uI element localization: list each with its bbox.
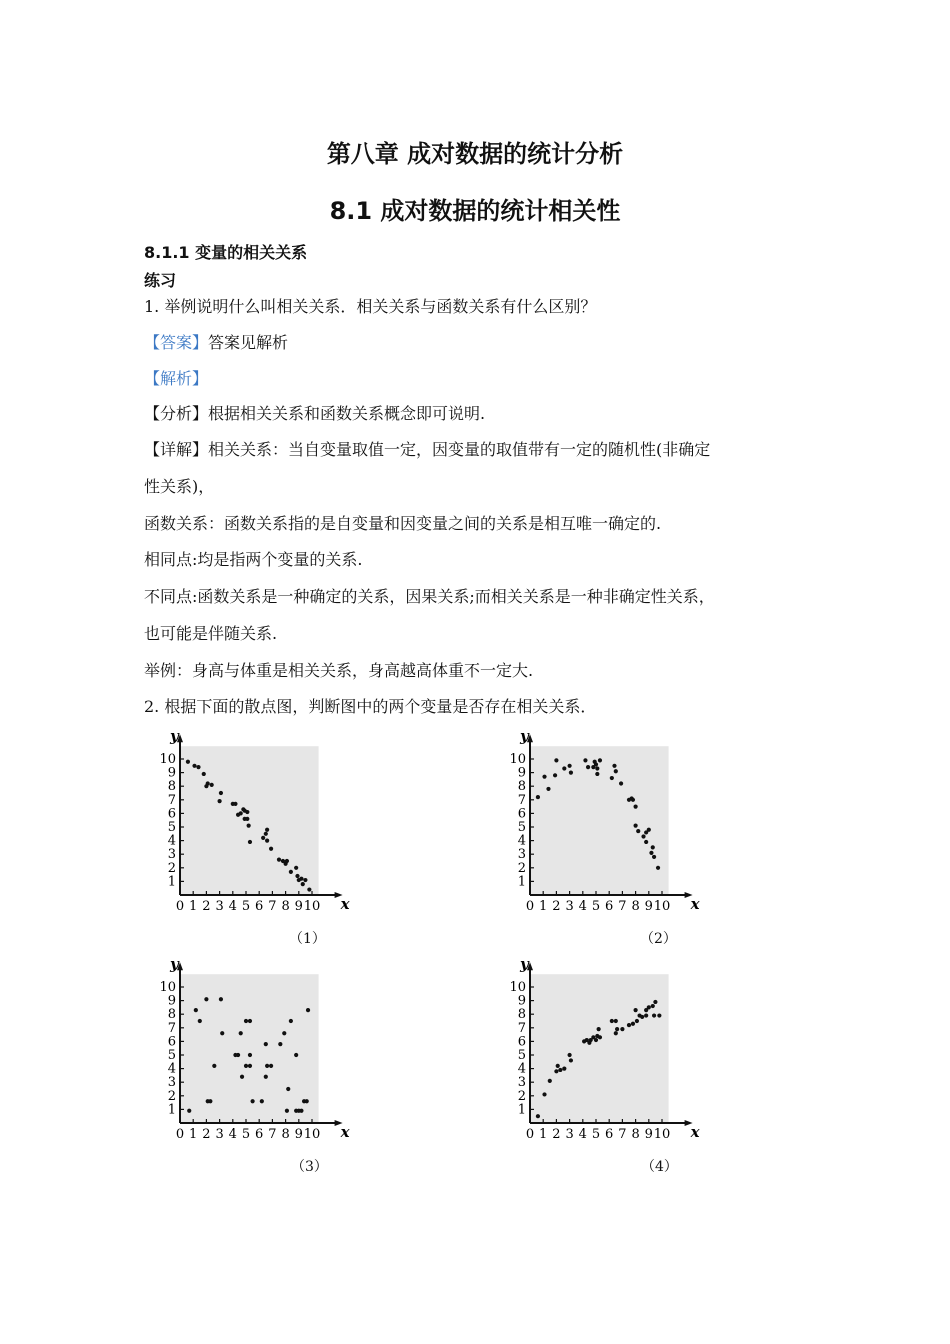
data-point — [542, 775, 546, 779]
data-point — [187, 1109, 191, 1113]
data-point — [282, 1031, 286, 1035]
y-tick-label: 4 — [517, 1061, 526, 1077]
data-point — [657, 1013, 661, 1017]
x-tick-label: 5 — [241, 1127, 251, 1142]
data-point — [245, 817, 249, 821]
scatter-svg-4 — [500, 960, 820, 1145]
data-point — [631, 798, 635, 802]
x-tick-label: 2 — [552, 1127, 561, 1142]
x-tick-label: 6 — [255, 1127, 264, 1142]
detail-text-1: 相关关系：当自变量取值一定，因变量的取值带有一定的随机性(非确定 — [208, 440, 711, 459]
x-tick-label: 8 — [281, 899, 290, 914]
y-tick-label: 3 — [517, 847, 526, 863]
data-point — [240, 1075, 244, 1079]
y-tick-label: 10 — [159, 752, 176, 767]
x-tick-label: 7 — [618, 1127, 627, 1142]
data-point — [251, 1099, 255, 1103]
data-point — [610, 776, 614, 780]
y-tick-label: 2 — [517, 1088, 526, 1104]
data-point — [295, 874, 299, 878]
x-tick-label: 1 — [189, 1127, 198, 1142]
data-point — [562, 1067, 566, 1071]
data-point — [212, 1064, 216, 1068]
section-title: 8.1 成对数据的统计相关性 — [329, 197, 621, 225]
x-tick-label: 9 — [644, 899, 653, 914]
data-point — [264, 1075, 268, 1079]
data-point — [248, 1019, 252, 1023]
data-point — [647, 828, 651, 832]
y-tick-label: 4 — [517, 833, 526, 849]
x-tick-label: 10 — [653, 1127, 671, 1142]
y-tick-label: 2 — [517, 860, 526, 876]
x-tick-label: 5 — [591, 1127, 601, 1142]
chapter-title: 第八章 成对数据的统计分析 — [326, 140, 624, 168]
x-tick-label: 10 — [303, 899, 321, 914]
data-point — [644, 840, 648, 844]
data-point — [285, 1109, 289, 1113]
y-tick-label: 6 — [517, 1034, 526, 1050]
x-tick-label: 10 — [303, 1127, 321, 1142]
y-tick-label: 3 — [167, 847, 176, 863]
scatter-plot-4 — [500, 960, 820, 1145]
data-point — [635, 1019, 639, 1023]
x-tick-label: 0 — [175, 1127, 185, 1142]
data-point — [245, 810, 249, 814]
plot-background — [180, 974, 319, 1123]
y-tick-label: 1 — [167, 1102, 176, 1118]
data-point — [542, 1092, 546, 1096]
x-tick-label: 2 — [552, 899, 561, 914]
x-tick-label: 6 — [605, 899, 614, 914]
data-point — [192, 764, 196, 768]
x-tick-label: 0 — [175, 899, 185, 914]
data-point — [627, 1023, 631, 1027]
data-point — [307, 887, 311, 891]
x-tick-label: 7 — [618, 899, 627, 914]
data-point — [220, 1031, 224, 1035]
data-point — [196, 765, 200, 769]
data-point — [248, 1064, 252, 1068]
x-tick-label: 1 — [539, 899, 548, 914]
data-point — [236, 1053, 240, 1057]
scatter-svg-2 — [500, 732, 820, 917]
x-tick-label: 4 — [578, 899, 587, 914]
y-tick-label: 7 — [167, 1020, 176, 1036]
caption-1: （1） — [289, 931, 326, 947]
y-tick-label: 5 — [517, 1048, 526, 1063]
data-point — [644, 1013, 648, 1017]
data-point — [194, 1008, 198, 1012]
y-tick-label: 10 — [159, 980, 176, 995]
x-tick-label: 7 — [268, 1127, 277, 1142]
x-tick-label: 9 — [294, 1127, 303, 1142]
detail-line-2: 性关系)， — [144, 477, 215, 496]
data-point — [301, 882, 305, 886]
x-tick-label: 9 — [644, 1127, 653, 1142]
y-tick-label: 10 — [509, 752, 526, 767]
x-tick-label: 1 — [189, 899, 198, 914]
x-tick-label: 0 — [525, 899, 535, 914]
data-point — [636, 829, 640, 833]
data-point — [264, 1042, 268, 1046]
data-point — [210, 783, 214, 787]
y-tick-label: 5 — [167, 820, 176, 835]
data-point — [247, 824, 251, 828]
data-point — [186, 760, 190, 764]
data-point — [641, 834, 645, 838]
x-tick-label: 8 — [281, 1127, 290, 1142]
answer-line — [144, 333, 814, 353]
x-tick-label: 4 — [228, 1127, 237, 1142]
x-axis-label: x — [340, 1123, 350, 1141]
data-point — [265, 1064, 269, 1068]
subsection-title: 8.1.1 变量的相关关系 — [144, 243, 308, 262]
y-tick-label: 7 — [167, 792, 176, 808]
y-tick-label: 2 — [167, 1088, 176, 1104]
y-tick-label: 1 — [517, 874, 526, 890]
data-point — [612, 764, 616, 768]
y-axis-label: y — [520, 960, 529, 974]
scatter-plot-1 — [150, 732, 470, 917]
data-point — [594, 762, 598, 766]
data-point — [651, 845, 655, 849]
data-point — [548, 1079, 552, 1083]
x-tick-label: 4 — [578, 1127, 587, 1142]
x-axis-label: x — [690, 1123, 700, 1141]
x-tick-label: 2 — [202, 1127, 211, 1142]
data-point — [202, 772, 206, 776]
data-point — [568, 764, 572, 768]
y-tick-label: 8 — [517, 1007, 526, 1023]
data-point — [233, 802, 237, 806]
answer-text: 答案见解析 — [208, 333, 289, 352]
x-tick-label: 6 — [605, 1127, 614, 1142]
y-tick-label: 6 — [167, 806, 176, 822]
data-point — [583, 758, 587, 762]
y-tick-label: 3 — [517, 1075, 526, 1091]
detail-tag: 【详解】 — [144, 440, 209, 459]
data-point — [614, 769, 618, 773]
data-point — [652, 1013, 656, 1017]
y-axis-label: y — [170, 732, 179, 746]
data-point — [631, 1022, 635, 1026]
data-point — [554, 1069, 558, 1073]
data-point — [536, 1114, 540, 1118]
y-tick-label: 9 — [517, 765, 526, 781]
data-point — [248, 1053, 252, 1057]
x-tick-label: 3 — [565, 1127, 574, 1142]
difference-line-2: 也可能是伴随关系. — [144, 624, 278, 643]
data-point — [264, 832, 268, 836]
data-point — [285, 859, 289, 863]
scatter-plot-2 — [500, 732, 820, 917]
data-point — [261, 836, 265, 840]
data-point — [278, 1042, 282, 1046]
data-point — [553, 773, 557, 777]
data-point — [294, 1053, 298, 1057]
same-point-line: 相同点:均是指两个变量的关系. — [144, 550, 363, 569]
example-line: 举例：身高与体重是相关关系，身高越高体重不一定大. — [144, 661, 534, 680]
data-point — [269, 847, 273, 851]
data-point — [651, 1004, 655, 1008]
y-tick-label: 9 — [167, 993, 176, 1009]
caption-3: （3） — [291, 1159, 328, 1175]
plot-background — [180, 746, 319, 895]
x-tick-label: 3 — [215, 899, 224, 914]
data-point — [294, 866, 298, 870]
data-point — [260, 1099, 264, 1103]
x-tick-label: 5 — [591, 899, 601, 914]
x-axis-label: x — [340, 895, 350, 913]
y-tick-label: 8 — [517, 779, 526, 795]
y-tick-label: 7 — [517, 1020, 526, 1036]
x-tick-label: 1 — [539, 1127, 548, 1142]
data-point — [219, 791, 223, 795]
data-point — [634, 1008, 638, 1012]
data-point — [206, 781, 210, 785]
difference-line-1: 不同点:函数关系是一种确定的关系，因果关系;而相关关系是一种非确定性关系， — [144, 587, 715, 606]
data-point — [594, 1038, 598, 1042]
data-point — [586, 765, 590, 769]
x-tick-label: 7 — [268, 899, 277, 914]
y-tick-label: 2 — [167, 860, 176, 876]
x-tick-label: 4 — [228, 899, 237, 914]
y-tick-label: 5 — [517, 820, 526, 835]
detail-line-1 — [144, 440, 814, 460]
y-tick-label: 1 — [517, 1102, 526, 1118]
data-point — [218, 799, 222, 803]
data-point — [562, 766, 566, 770]
x-tick-label: 0 — [525, 1127, 535, 1142]
x-tick-label: 6 — [255, 899, 264, 914]
data-point — [248, 840, 252, 844]
data-point — [656, 866, 660, 870]
data-point — [597, 1027, 601, 1031]
data-point — [610, 1019, 614, 1023]
data-point — [265, 839, 269, 843]
y-tick-label: 5 — [167, 1048, 176, 1063]
data-point — [569, 1058, 573, 1062]
data-point — [286, 1087, 290, 1091]
question-1: 1. 举例说明什么叫相关关系．相关关系与函数关系有什么区别？ — [144, 297, 597, 316]
data-point — [244, 1064, 248, 1068]
fenxi-line — [144, 404, 814, 424]
data-point — [208, 1099, 212, 1103]
x-tick-label: 8 — [631, 899, 640, 914]
y-tick-label: 8 — [167, 779, 176, 795]
data-point — [649, 851, 653, 855]
data-point — [569, 771, 573, 775]
data-point — [306, 1008, 310, 1012]
data-point — [299, 1109, 303, 1113]
y-axis-label: y — [520, 732, 529, 746]
data-point — [536, 795, 540, 799]
data-point — [305, 1099, 309, 1103]
fenxi-text: 根据相关关系和函数关系概念即可说明. — [208, 404, 486, 423]
data-point — [614, 1019, 618, 1023]
data-point — [652, 855, 656, 859]
scatter-svg-1 — [150, 732, 470, 917]
data-point — [558, 1068, 562, 1072]
data-point — [277, 858, 281, 862]
data-point — [634, 805, 638, 809]
y-tick-label: 10 — [509, 980, 526, 995]
data-point — [265, 828, 269, 832]
y-tick-label: 3 — [167, 1075, 176, 1091]
data-point — [598, 1035, 602, 1039]
data-point — [615, 1027, 619, 1031]
data-point — [546, 787, 550, 791]
analysis-tag: 【解析】 — [144, 369, 209, 388]
data-point — [204, 997, 208, 1001]
x-axis-label: x — [690, 895, 700, 913]
y-tick-label: 6 — [517, 806, 526, 822]
data-point — [620, 1027, 624, 1031]
x-tick-label: 9 — [294, 899, 303, 914]
data-point — [239, 1031, 243, 1035]
caption-4: （4） — [641, 1159, 678, 1175]
fenxi-tag: 【分析】 — [144, 404, 209, 423]
function-relation-line: 函数关系：函数关系指的是自变量和因变量之间的关系是相互唯一确定的. — [144, 514, 662, 533]
data-point — [299, 877, 303, 881]
data-point — [634, 824, 638, 828]
data-point — [568, 1053, 572, 1057]
y-tick-label: 9 — [517, 993, 526, 1009]
y-tick-label: 4 — [167, 1061, 176, 1077]
data-point — [289, 1019, 293, 1023]
data-point — [614, 1031, 618, 1035]
x-tick-label: 8 — [631, 1127, 640, 1142]
data-point — [647, 1005, 651, 1009]
data-point — [556, 1064, 560, 1068]
data-point — [640, 1015, 644, 1019]
data-point — [554, 758, 558, 762]
data-point — [619, 781, 623, 785]
data-point — [219, 997, 223, 1001]
data-point — [303, 878, 307, 882]
plot-background — [530, 974, 669, 1123]
exercise-label: 练习 — [144, 271, 177, 290]
y-tick-label: 8 — [167, 1007, 176, 1023]
data-point — [595, 766, 599, 770]
data-point — [653, 1000, 657, 1004]
x-tick-label: 10 — [653, 899, 671, 914]
data-point — [269, 1064, 273, 1068]
x-tick-label: 3 — [215, 1127, 224, 1142]
y-axis-label: y — [170, 960, 179, 974]
data-point — [239, 811, 243, 815]
y-tick-label: 7 — [517, 792, 526, 808]
x-tick-label: 5 — [241, 899, 251, 914]
data-point — [198, 1019, 202, 1023]
caption-2: （2） — [640, 931, 677, 947]
data-point — [289, 870, 293, 874]
y-tick-label: 6 — [167, 1034, 176, 1050]
x-tick-label: 2 — [202, 899, 211, 914]
data-point — [595, 772, 599, 776]
scatter-svg-3 — [150, 960, 470, 1145]
data-point — [598, 758, 602, 762]
x-tick-label: 3 — [565, 899, 574, 914]
answer-tag: 【答案】 — [144, 333, 209, 352]
scatter-plot-3 — [150, 960, 470, 1145]
y-tick-label: 4 — [167, 833, 176, 849]
y-tick-label: 1 — [167, 874, 176, 890]
question-2: 2. 根据下面的散点图，判断图中的两个变量是否存在相关关系． — [144, 697, 597, 716]
data-point — [244, 1019, 248, 1023]
y-tick-label: 9 — [167, 765, 176, 781]
